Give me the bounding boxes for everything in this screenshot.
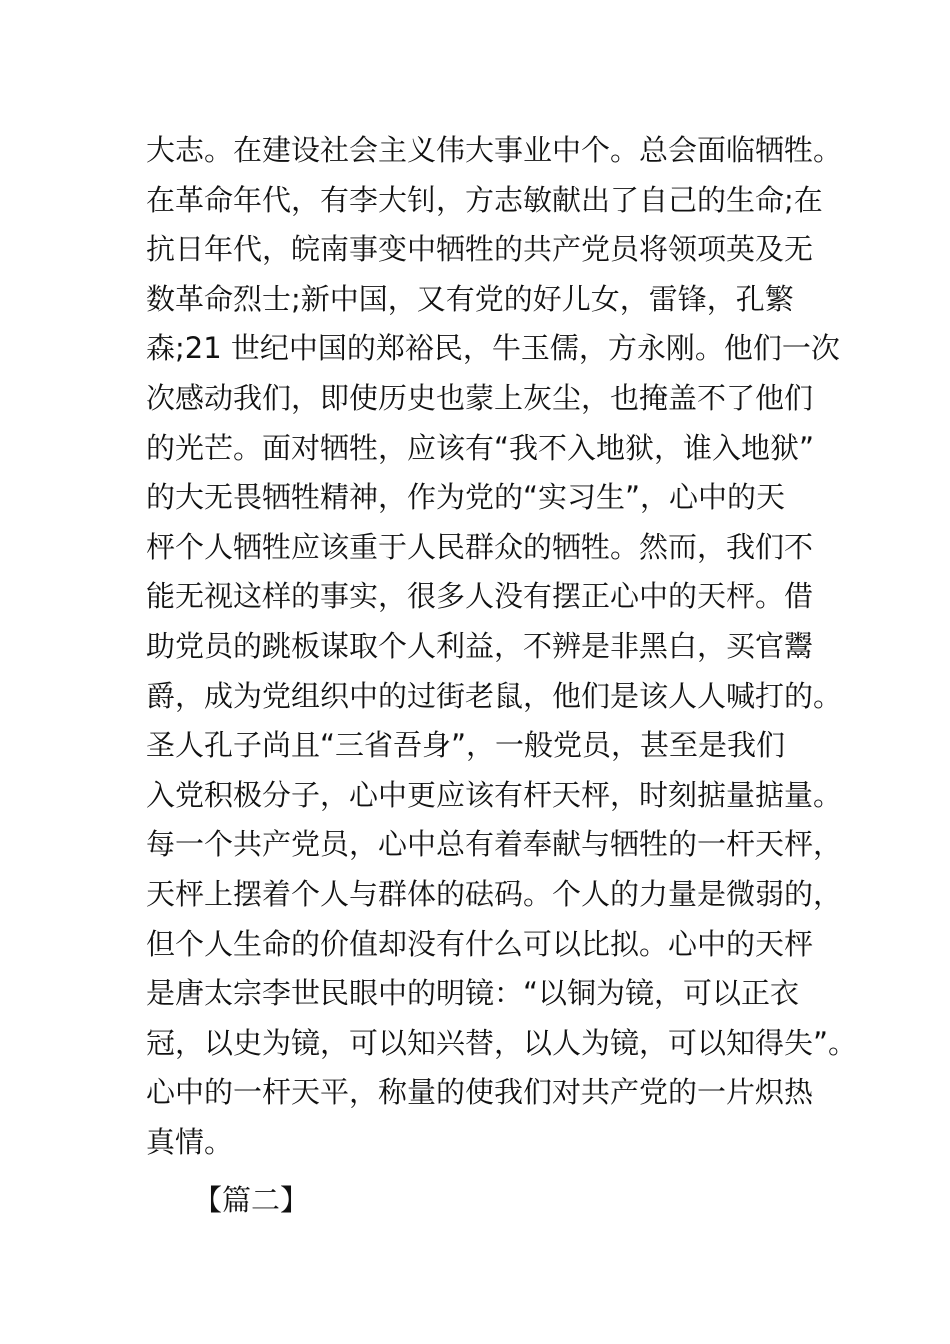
text-line: 入党积极分子，心中更应该有杆天枰，时刻掂量掂量。	[146, 777, 843, 812]
text-line: 但个人生命的价值却没有什么可以比拟。心中的天枰	[146, 926, 814, 961]
text-line: 是唐太宗李世民眼中的明镜：“以铜为镜，可以正衣	[146, 976, 800, 1011]
text-line: 天枰上摆着个人与群体的砝码。个人的力量是微弱的，	[146, 876, 843, 911]
section-heading: 【篇二】	[193, 1183, 310, 1217]
text-line: 数革命烈士;新中国，又有党的好儿女，雷锋，孔繁	[146, 281, 794, 316]
text-line: 的大无畏牺牲精神，作为党的“实习生”，心中的天	[146, 480, 786, 515]
text-line: 次感动我们，即使历史也蒙上灰尘，也掩盖不了他们	[146, 380, 814, 415]
text-line: 抗日年代，皖南事变中牺牲的共产党员将领项英及无	[146, 232, 814, 267]
text-line: 助党员的跳板谋取个人利益，不辨是非黑白，买官鬻	[146, 628, 814, 663]
text-line: 冠，以史为镜，可以知兴替，以人为镜，可以知得失”。	[146, 1025, 858, 1060]
text-line: 心中的一杆天平，称量的使我们对共产党的一片炽热	[146, 1075, 814, 1110]
text-line: 大志。在建设社会主义伟大事业中个。总会面临牺牲。	[146, 133, 843, 167]
text-line: 在革命年代，有李大钊，方志敏献出了自己的生命;在	[146, 182, 823, 217]
text-line: 每一个共产党员，心中总有着奉献与牺牲的一杆天枰，	[146, 827, 843, 862]
text-line: 枰个人牺牲应该重于人民群众的牺牲。然而，我们不	[146, 529, 814, 564]
text-line: 森;21 世纪中国的郑裕民，牛玉儒，方永刚。他们一次	[146, 331, 840, 366]
body-paragraph	[146, 126, 858, 1167]
text-line: 能无视这样的事实，很多人没有摆正心中的天枰。借	[146, 579, 814, 614]
text-line: 真情。	[146, 1124, 234, 1159]
text-line: 爵，成为党组织中的过街老鼠，他们是该人人喊打的。	[146, 678, 843, 713]
text-line: 圣人孔子尚且“三省吾身”，一般党员，甚至是我们	[146, 728, 786, 763]
text-line: 的光芒。面对牺牲，应该有“我不入地狱，谁入地狱”	[146, 430, 815, 465]
